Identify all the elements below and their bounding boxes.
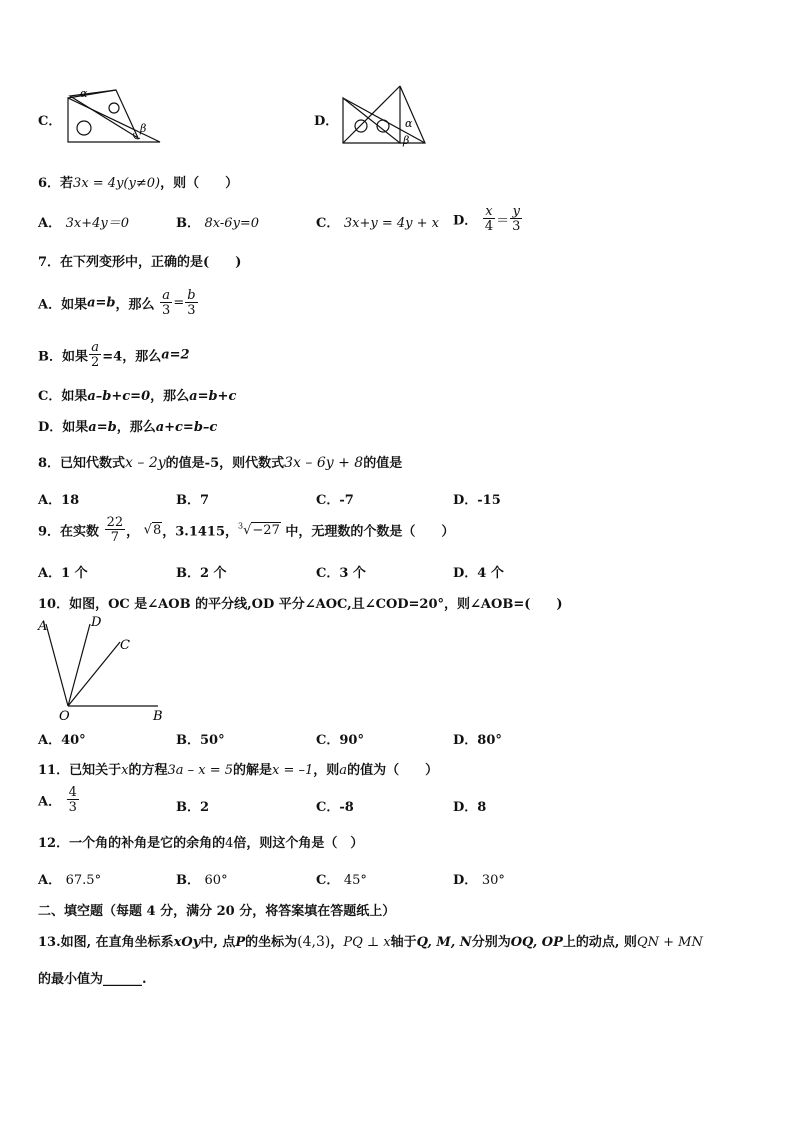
q6-stem-pre: 6．若: [38, 176, 74, 191]
q13-segs: OQ, OP: [510, 935, 563, 950]
q12-stem: [38, 832, 363, 851]
q13-mid5: 分别为: [471, 935, 511, 950]
q12-times: 4: [225, 836, 234, 851]
q5c-alpha-label: α: [80, 87, 88, 100]
q7-c-result: a=b+c: [189, 389, 237, 404]
q7-a-mid: ，那么: [115, 297, 155, 313]
q13-xoy: xOy: [173, 935, 201, 950]
q7-stem: 7．在下列变形中，正确的是( ): [38, 255, 242, 270]
q8-option-b: B．7: [176, 493, 210, 508]
q13-mid6: 上的动点, 则: [562, 935, 637, 950]
q7-option-a: [38, 289, 199, 317]
q10-option-b: B．50°: [176, 733, 225, 748]
q11-stem-mid1: 的方程: [128, 763, 168, 778]
q6-d-fraction-1: $\frac{x}{4}$: [484, 204, 494, 234]
q11-stem-mid2: 的解是: [233, 763, 273, 778]
q6-option-a: [38, 212, 129, 231]
q7-c-cond: a–b+c=0: [87, 389, 151, 404]
q13-mid1: 中, 点: [200, 935, 236, 950]
q12-b-label: B．: [176, 873, 200, 888]
q7-d-result: a+c=b–c: [155, 420, 218, 435]
q6-stem: [38, 172, 238, 191]
q6-a-label: A．: [38, 216, 62, 231]
q11-stem: [38, 759, 438, 778]
q13-mid4: 轴于: [390, 935, 417, 950]
q10-label-a: A: [38, 619, 48, 634]
q9-option-b: B．2 个: [176, 566, 227, 581]
q6-d-equals: ＝: [496, 213, 510, 229]
q12-a-label: A．: [38, 873, 62, 888]
q7-b-result: a=2: [161, 347, 190, 363]
q10-label-d: D: [91, 615, 102, 630]
q8-expr-1: x – 2y: [125, 455, 166, 471]
q8-expr-2: 3x – 6y + 8: [284, 455, 364, 471]
q9-stem: 9．在实数 $\frac{22}{7}$ ， √8，3.1415，$^3$√−27 中，无理数的个数是（ ）: [38, 515, 455, 545]
q11-stem-pre: 11．已知关于: [38, 763, 122, 778]
q13-mid3: ，: [330, 935, 344, 950]
q13-qmn: Q, M, N: [416, 935, 472, 950]
q8-option-d: D．-15: [453, 493, 501, 508]
q5d-beta-label: β: [403, 134, 410, 147]
q11-option-a: [38, 786, 80, 814]
q12-a-value: 67.5°: [65, 873, 102, 888]
q13-coord: (4,3): [297, 934, 331, 950]
q9-sqrt-8: √8: [143, 522, 162, 538]
q10-ray-oc: [68, 642, 120, 706]
q12-stem-pre: 12．一个角的补角是它的余角的: [38, 836, 226, 851]
q6-b-label: B．: [176, 216, 200, 231]
q12-option-c: [316, 869, 367, 888]
q11-var: x: [121, 763, 129, 778]
q6-a-math: 3x+4y＝0: [65, 216, 130, 231]
q13-pre: 13.如图, 在直角坐标系: [38, 935, 174, 950]
q9-stem-post: 中，无理数的个数是（ ）: [285, 524, 455, 540]
q7-b-fraction: $\frac{a}{2}$: [91, 340, 100, 370]
q10-label-b: B: [153, 709, 163, 724]
q7-option-d: [38, 416, 217, 435]
q12-d-label: D．: [453, 873, 478, 888]
q11-option-b: B．2: [176, 800, 210, 815]
q8-option-a: A．18: [38, 493, 80, 508]
q7-b-pre: B．如果: [38, 349, 88, 365]
q11-a-label: A．: [38, 794, 62, 810]
q10-ray-oa: [46, 624, 68, 706]
q8-stem-pre: 8．已知代数式: [38, 456, 126, 471]
q11-option-c: C．-8: [316, 800, 354, 815]
q11-option-d: D．8: [453, 800, 487, 815]
q10-stem: 10．如图，OC 是∠AOB 的平分线,OD 平分∠AOC,且∠COD=20°，则∠AOB=( ): [38, 597, 563, 612]
q9-fraction: $\frac{22}{7}$: [106, 515, 124, 545]
q9-option-c: C．3 个: [316, 566, 366, 581]
q10-angle-figure: [34, 612, 174, 724]
q7-option-b: [38, 341, 190, 369]
q10-option-c: C．90°: [316, 733, 364, 748]
q12-option-b: [176, 869, 228, 888]
q11-equation: 3a – x = 5: [167, 763, 233, 778]
q7-d-cond: a=b: [88, 420, 117, 435]
q8-option-c: C．-7: [316, 493, 354, 508]
q5c-beta-label: β: [140, 122, 147, 135]
q6-option-d: [453, 205, 523, 233]
q6-b-math: 8x-6y=0: [204, 216, 260, 231]
q11-stem-post: 的值为（ ）: [347, 763, 439, 778]
q7-c-mid: ，那么: [150, 389, 190, 404]
q7-a-fraction-1: $\frac{a}{3}$: [162, 288, 171, 318]
q8-stem-post: 的值是: [363, 456, 403, 471]
q13-line-1: [38, 931, 703, 950]
q6-d-label: D．: [453, 213, 478, 229]
q7-a-cond: a=b: [87, 295, 116, 311]
q11-a-var: a: [339, 763, 348, 778]
q8-stem-mid: 的值是-5，则代数式: [165, 456, 285, 471]
q6-c-label: C．: [316, 216, 340, 231]
q13-mid2: 的坐标为: [245, 935, 298, 950]
q7-b-post: =4，那么: [102, 349, 162, 365]
q7-d-pre: D．如果: [38, 420, 89, 435]
q7-a-fraction-2: $\frac{b}{3}$: [187, 288, 196, 318]
q5-option-c-figure: [60, 86, 170, 146]
q5c-circle-1: [77, 121, 91, 135]
q5-option-c-label: C．: [38, 114, 62, 129]
q9-mid: ，3.1415，: [162, 524, 239, 540]
q6-stem-post: ，则（ ）: [160, 176, 239, 191]
q13-perp: PQ ⊥ x: [343, 935, 391, 950]
q5-option-d-figure: [338, 82, 433, 148]
q5d-alpha-label: α: [405, 117, 413, 130]
q13-line-2: 的最小值为______.: [38, 972, 147, 987]
q12-option-d: [453, 869, 505, 888]
q12-c-value: 45°: [343, 873, 367, 888]
q6-c-math: 3x+y = 4y + x: [343, 216, 439, 231]
q13-p: P: [235, 935, 246, 950]
q10-option-d: D．80°: [453, 733, 502, 748]
q10-ray-od: [68, 624, 90, 706]
q5c-circle-2: [109, 103, 119, 113]
q7-c-pre: C．如果: [38, 389, 88, 404]
q12-d-value: 30°: [481, 873, 505, 888]
q10-label-o: O: [59, 709, 70, 724]
q8-stem: [38, 452, 402, 471]
q9-cbrt: $^3$√−27: [238, 521, 280, 539]
q7-a-pre: A．如果: [38, 297, 88, 313]
q12-stem-post: 倍，则这个角是（ ）: [233, 836, 364, 851]
q6-option-b: [176, 212, 259, 231]
q10-option-a: A．40°: [38, 733, 86, 748]
q9-option-a: A．1 个: [38, 566, 88, 581]
q5-option-d-label: D．: [314, 114, 339, 129]
q12-c-label: C．: [316, 873, 340, 888]
q5d-circle-1: [355, 120, 367, 132]
q10-label-c: C: [120, 638, 130, 653]
q7-a-equals: =: [173, 295, 185, 311]
q7-option-c: [38, 385, 236, 404]
q11-stem-mid3: ，则: [313, 763, 340, 778]
q7-d-mid: ，那么: [116, 420, 156, 435]
q6-stem-math: 3x = 4y(y≠0): [73, 176, 161, 191]
q9-option-d: D．4 个: [453, 566, 504, 581]
q12-b-value: 60°: [204, 873, 228, 888]
q13-sum: QN + MN: [636, 935, 703, 950]
q12-option-a: [38, 869, 101, 888]
q11-solution: x = –1: [272, 763, 314, 778]
q9-stem-pre: 9．在实数: [38, 524, 100, 540]
q11-a-fraction: $\frac{4}{3}$: [68, 785, 77, 815]
q6-option-c: [316, 212, 439, 231]
q6-d-fraction-2: $\frac{y}{3}$: [512, 204, 521, 234]
section-2-heading: 二、填空题（每题 4 分，满分 20 分，将答案填在答题纸上）: [38, 904, 396, 919]
